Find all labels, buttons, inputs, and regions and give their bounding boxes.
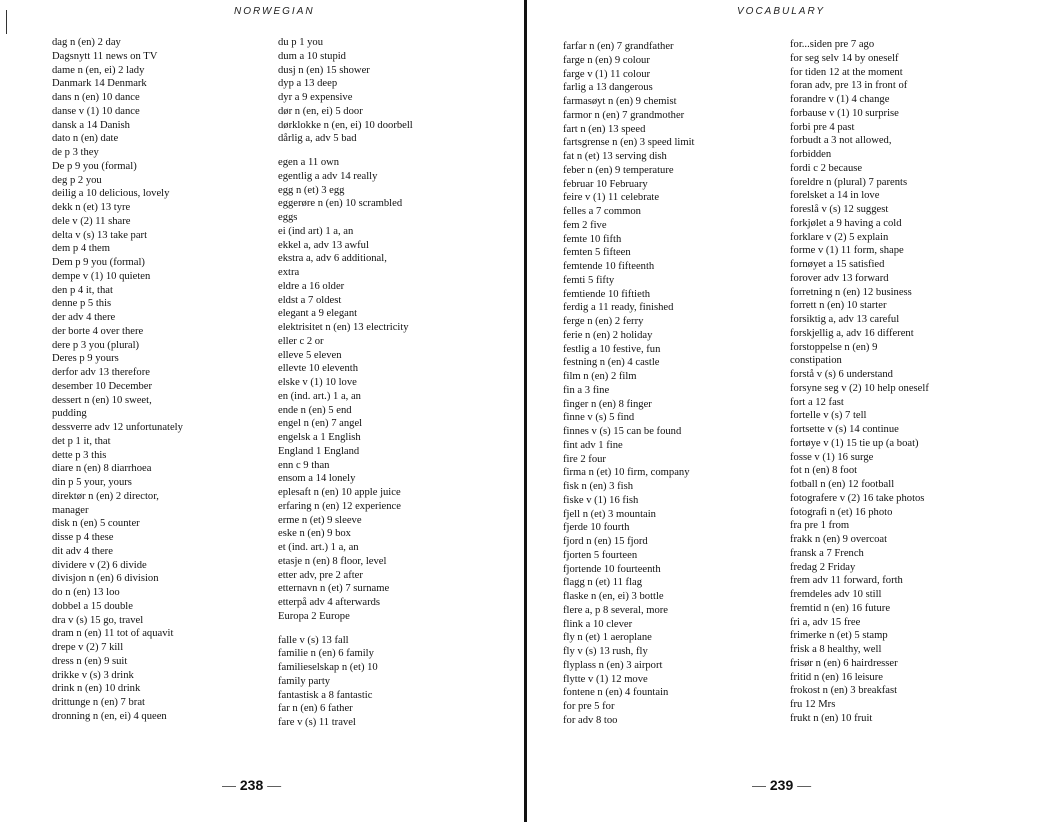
- vocab-entry: flink a 10 clever: [563, 618, 633, 630]
- vocab-entry: Dagsnytt 11 news on TV: [52, 50, 158, 62]
- vocab-entry: fly n (et) 1 aeroplane: [563, 632, 652, 644]
- vocab-entry: fredag 2 Friday: [790, 561, 856, 573]
- vocab-entry: falle v (s) 13 fall: [278, 634, 349, 646]
- vocab-entry: festlig a 10 festive, fun: [563, 343, 661, 355]
- vocab-entry: eldst a 7 oldest: [278, 294, 342, 306]
- vocab-entry: eggs: [278, 212, 298, 223]
- vocab-entry: dra v (s) 15 go, travel: [52, 614, 144, 626]
- vocab-entry: finger n (en) 8 finger: [563, 398, 652, 410]
- vocab-entry: dans n (en) 10 dance: [52, 92, 140, 103]
- vocab-entry: farge n (en) 9 colour: [563, 54, 650, 66]
- vocab-entry: femti 5 fifty: [563, 274, 615, 286]
- vocab-entry: dem p 4 them: [52, 243, 110, 255]
- vocab-entry: forelsket a 14 in love: [790, 190, 880, 202]
- vocab-entry: dram n (en) 11 tot of aquavit: [52, 628, 174, 640]
- vocab-entry: fotografi n (et) 16 photo: [790, 506, 893, 518]
- vocab-entry: femte 10 fifth: [563, 233, 622, 245]
- vocab-entry: frimerke n (et) 5 stamp: [790, 630, 888, 642]
- vocab-entry: direktør n (en) 2 director,: [52, 490, 159, 502]
- vocab-entry: frisk a 8 healthy, well: [790, 644, 882, 655]
- vocab-entry: for pre 5 for: [563, 701, 615, 712]
- vocab-entry: fort a 12 fast: [790, 396, 844, 408]
- vocab-group-d: [278, 36, 478, 146]
- vocab-entry: dere p 3 you (plural): [52, 339, 140, 351]
- vocab-entry: elske v (1) 10 love: [278, 377, 357, 388]
- vocab-entry: fisk n (en) 3 fish: [563, 481, 634, 492]
- vocab-entry: dør n (en, ei) 5 door: [278, 105, 363, 117]
- vocab-entry: frukt n (en) 10 fruit: [790, 712, 873, 724]
- page-number-dash: —: [797, 777, 812, 793]
- vocab-entry: den p 4 it, that: [52, 284, 113, 296]
- vocab-entry: flyplass n (en) 3 airport: [563, 659, 663, 671]
- vocab-entry: drikke v (s) 3 drink: [52, 669, 134, 681]
- vocab-entry: forover adv 13 forward: [790, 272, 889, 284]
- vocab-entry: ferge n (en) 2 ferry: [563, 316, 644, 327]
- vocab-entry: danse v (1) 10 dance: [52, 105, 140, 117]
- vocab-entry: engelsk a 1 English: [278, 432, 361, 443]
- vocab-entry: foran adv, pre 13 in front of: [790, 80, 908, 92]
- vocab-entry: egg n (et) 3 egg: [278, 184, 345, 196]
- vocab-entry: forrett n (en) 10 starter: [790, 300, 887, 312]
- vocab-entry: forkjølet a 9 having a cold: [790, 217, 902, 229]
- vocab-entry: forstå v (s) 6 understand: [790, 369, 893, 380]
- vocab-entry: dette p 3 this: [52, 449, 107, 461]
- vocab-entry: manager: [52, 504, 89, 516]
- vocab-entry: forsyne seg v (2) 10 help oneself: [790, 382, 929, 394]
- vocab-entry: dyp a 13 deep: [278, 78, 338, 90]
- vocab-entry: do n (en) 13 loo: [52, 587, 120, 598]
- page-number-dash: —: [267, 777, 282, 793]
- vocab-entry: dansk a 14 Danish: [52, 119, 130, 131]
- vocab-entry: finnes v (s) 15 can be found: [563, 426, 682, 437]
- vocab-entry: dato n (en) date: [52, 133, 119, 145]
- vocab-entry: fra pre 1 from: [790, 520, 850, 532]
- running-header-left: NORWEGIAN: [234, 6, 315, 17]
- vocab-entry: dessverre adv 12 unfortunately: [52, 422, 183, 433]
- vocab-entry: fot n (en) 8 foot: [790, 465, 858, 477]
- vocab-entry: eller c 2 or: [278, 335, 324, 347]
- vocab-entry: fontene n (en) 4 fountain: [563, 687, 669, 699]
- vocab-entry: et (ind. art.) 1 a, an: [278, 542, 359, 553]
- vocab-entry: elleve 5 eleven: [278, 349, 342, 361]
- vocab-entry: etternavn n (et) 7 surname: [278, 583, 390, 595]
- vocab-entry: femtende 10 fifteenth: [563, 261, 655, 272]
- vocab-entry: dag n (en) 2 day: [52, 37, 121, 48]
- vocab-entry: enn c 9 than: [278, 459, 330, 471]
- vocab-entry: forstoppelse n (en) 9: [790, 341, 878, 353]
- vocab-entry: denne p 5 this: [52, 298, 112, 310]
- vocab-group-e: [278, 156, 478, 624]
- vocab-entry: film n (en) 2 film: [563, 371, 637, 382]
- vocab-entry: foreldre n (plural) 7 parents: [790, 176, 908, 188]
- vocab-entry: dekk n (et) 13 tyre: [52, 202, 131, 213]
- page-number-dash: —: [222, 777, 236, 793]
- vocab-entry: familie n (en) 6 family: [278, 648, 374, 660]
- vocab-entry: drepe v (2) 7 kill: [52, 642, 124, 653]
- vocab-entry: Europa 2 Europe: [278, 610, 350, 622]
- vocab-entry: ferie n (en) 2 holiday: [563, 329, 653, 341]
- vocab-entry: finne v (s) 5 find: [563, 412, 635, 424]
- vocab-entry: etter adv, pre 2 after: [278, 569, 363, 581]
- page-number-value: 238: [239, 777, 264, 793]
- vocab-entry: eldre a 16 older: [278, 280, 345, 292]
- vocab-entry: engel n (en) 7 angel: [278, 418, 363, 430]
- vocab-entry: dørklokke n (en, ei) 10 doorbell: [278, 119, 413, 131]
- running-header-right: VOCABULARY: [737, 6, 825, 17]
- vocab-entry: felles a 7 common: [563, 206, 641, 217]
- vocab-entry: forbi pre 4 past: [790, 121, 855, 133]
- section-gap: [278, 146, 478, 156]
- vocab-entry: en (ind. art.) 1 a, an: [278, 390, 361, 402]
- vocab-entry: dum a 10 stupid: [278, 50, 346, 62]
- vocab-entry: forklare v (2) 5 explain: [790, 231, 889, 243]
- vocab-entry: eplesaft n (en) 10 apple juice: [278, 487, 401, 498]
- vocab-entry: fire 2 four: [563, 453, 606, 465]
- vocab-entry: frokost n (en) 3 breakfast: [790, 685, 898, 697]
- vocab-entry: fantastisk a 8 fantastic: [278, 689, 373, 701]
- vocab-entry: frisør n (en) 6 hairdresser: [790, 657, 898, 669]
- vocab-entry: diare n (en) 8 diarrhoea: [52, 463, 152, 475]
- vocab-entry: forbidden: [790, 149, 832, 160]
- vocab-entry: fortelle v (s) 7 tell: [790, 410, 867, 422]
- page-number-right: [752, 777, 811, 793]
- vocab-entry: disk n (en) 5 counter: [52, 518, 140, 530]
- vocab-entry: far n (en) 6 father: [278, 703, 353, 715]
- vocab-entry: fare v (s) 11 travel: [278, 717, 356, 728]
- vocab-entry: Dem p 9 you (formal): [52, 257, 145, 268]
- vocab-entry: pudding: [52, 408, 87, 420]
- vocab-entry: firma n (et) 10 firm, company: [563, 467, 690, 479]
- vocab-entry: fiske v (1) 16 fish: [563, 494, 639, 506]
- vocab-entry: familieselskap n (et) 10: [278, 662, 378, 673]
- vocab-entry: februar 10 February: [563, 178, 648, 190]
- vocab-entry: dusj n (en) 15 shower: [278, 64, 370, 76]
- vocab-entry: Deres p 9 yours: [52, 353, 119, 365]
- vocab-entry: femten 5 fifteen: [563, 247, 631, 259]
- vocab-entry: ferdig a 11 ready, finished: [563, 302, 674, 314]
- vocab-entry: flere a, p 8 several, more: [563, 604, 669, 616]
- vocab-entry: etterpå adv 4 afterwards: [278, 597, 381, 608]
- vocab-entry: eske n (en) 9 box: [278, 528, 351, 540]
- vocab-entry: de p 3 they: [52, 147, 99, 158]
- vocab-entry: forretning n (en) 12 business: [790, 286, 912, 298]
- vocab-entry: forsiktig a, adv 13 careful: [790, 314, 900, 325]
- vocab-entry: forandre v (1) 4 change: [790, 94, 890, 105]
- vocab-entry: ei (ind art) 1 a, an: [278, 225, 354, 237]
- vocab-group-f: [278, 634, 478, 730]
- vocab-entry: frakk n (en) 9 overcoat: [790, 534, 888, 545]
- vocab-entry: fart n (en) 13 speed: [563, 123, 646, 135]
- vocab-column-1: [52, 36, 230, 724]
- vocab-entry: feire v (1) 11 celebrate: [563, 192, 660, 204]
- vocab-entry: for tiden 12 at the moment: [790, 66, 903, 78]
- vocab-entry: der adv 4 there: [52, 312, 116, 323]
- vocab-entry: farfar n (en) 7 grandfather: [563, 41, 674, 52]
- vocab-entry: fjortende 10 fourteenth: [563, 563, 661, 575]
- vocab-entry: dame n (en, ei) 2 lady: [52, 64, 145, 76]
- page-number-value: 239: [769, 777, 794, 793]
- vocab-entry: fortøye v (1) 15 tie up (a boat): [790, 437, 919, 449]
- vocab-entry: Danmark 14 Denmark: [52, 78, 147, 90]
- vocab-entry: fjerde 10 fourth: [563, 522, 630, 534]
- vocab-entry: ende n (en) 5 end: [278, 404, 352, 416]
- vocab-entry: dempe v (1) 10 quieten: [52, 270, 151, 282]
- vocab-entry: dit adv 4 there: [52, 545, 113, 557]
- vocab-entry: forbudt a 3 not allowed,: [790, 135, 892, 147]
- vocab-entry: fartsgrense n (en) 3 speed limit: [563, 137, 695, 149]
- vocab-entry: dronning n (en, ei) 4 queen: [52, 710, 167, 722]
- vocab-entry: ekkel a, adv 13 awful: [278, 239, 369, 251]
- vocab-entry: dress n (en) 9 suit: [52, 655, 128, 667]
- vocab-entry: du p 1 you: [278, 37, 324, 48]
- vocab-entry: fortsette v (s) 14 continue: [790, 424, 899, 435]
- vocab-entry: erme n (et) 9 sleeve: [278, 514, 362, 526]
- vocab-entry: fritid n (en) 16 leisure: [790, 671, 883, 683]
- vocab-entry: deilig a 10 delicious, lovely: [52, 188, 170, 200]
- section-gap: [278, 624, 478, 634]
- vocab-entry: flytte v (1) 12 move: [563, 673, 648, 685]
- vocab-entry: dele v (2) 11 share: [52, 215, 131, 227]
- vocab-entry: drittunge n (en) 7 brat: [52, 697, 145, 708]
- vocab-entry: der borte 4 over there: [52, 325, 144, 337]
- vocab-entry: eggerøre n (en) 10 scrambled: [278, 198, 403, 210]
- vocab-entry: constipation: [790, 355, 842, 367]
- vocab-entry: etasje n (en) 8 floor, level: [278, 555, 387, 567]
- vocab-entry: fordi c 2 because: [790, 162, 863, 174]
- vocab-entry: fjorten 5 fourteen: [563, 549, 638, 561]
- vocab-entry: fremdeles adv 10 still: [790, 589, 882, 600]
- vocab-entry: delta v (s) 13 take part: [52, 229, 148, 241]
- vocab-entry: forskjellig a, adv 16 different: [790, 327, 914, 339]
- vocab-entry: dessert n (en) 10 sweet,: [52, 394, 152, 406]
- page-number-left: [222, 777, 281, 793]
- book-spine: [524, 0, 527, 822]
- vocab-entry: frem adv 11 forward, forth: [790, 575, 903, 587]
- vocab-entry: farmasøyt n (en) 9 chemist: [563, 96, 677, 107]
- vocab-entry: ekstra a, adv 6 additional,: [278, 253, 387, 265]
- vocab-entry: divisjon n (en) 6 division: [52, 573, 159, 585]
- vocab-entry: dårlig a, adv 5 bad: [278, 133, 357, 145]
- vocab-entry: De p 9 you (formal): [52, 160, 137, 172]
- vocab-entry: forme v (1) 11 form, shape: [790, 245, 904, 257]
- page-edge-mark: [6, 10, 7, 34]
- vocab-entry: fly v (s) 13 rush, fly: [563, 646, 648, 657]
- vocab-entry: fotografere v (2) 16 take photos: [790, 492, 925, 504]
- vocab-entry: det p 1 it, that: [52, 435, 111, 447]
- vocab-entry: deg p 2 you: [52, 174, 102, 186]
- vocab-entry: fotball n (en) 12 football: [790, 479, 895, 490]
- vocab-entry: festning n (en) 4 castle: [563, 357, 660, 369]
- vocab-entry: dividere v (2) 6 divide: [52, 559, 147, 571]
- vocab-entry: fremtid n (en) 16 future: [790, 602, 891, 614]
- vocab-entry: fosse v (1) 16 surge: [790, 451, 874, 463]
- vocab-entry: for seg selv 14 by oneself: [790, 52, 899, 64]
- page-number-dash: —: [752, 777, 766, 793]
- vocab-entry: dobbel a 15 double: [52, 600, 133, 612]
- vocab-entry: egen a 11 own: [278, 157, 340, 168]
- vocab-entry: family party: [278, 675, 331, 687]
- vocab-entry: for adv 8 too: [563, 714, 618, 726]
- vocab-entry: flaske n (en, ei) 3 bottle: [563, 591, 664, 602]
- vocab-entry: desember 10 December: [52, 380, 153, 392]
- vocab-entry: foreslå v (s) 12 suggest: [790, 204, 889, 215]
- vocab-column-2: [278, 36, 478, 730]
- vocab-entry: egentlig a adv 14 really: [278, 170, 378, 182]
- vocab-entry: farge v (1) 11 colour: [563, 68, 651, 80]
- vocab-entry: derfor adv 13 therefore: [52, 367, 150, 378]
- vocab-entry: for...siden pre 7 ago: [790, 39, 875, 50]
- vocab-entry: elegant a 9 elegant: [278, 308, 358, 320]
- vocab-entry: fri a, adv 15 free: [790, 616, 861, 628]
- vocab-entry: fru 12 Mrs: [790, 699, 836, 710]
- vocab-entry: fin a 3 fine: [563, 384, 610, 396]
- vocab-entry: dyr a 9 expensive: [278, 92, 353, 103]
- vocab-entry: ensom a 14 lonely: [278, 473, 356, 485]
- vocab-entry: erfaring n (en) 12 experience: [278, 500, 401, 512]
- vocab-entry: fat n (et) 13 serving dish: [563, 151, 667, 162]
- vocab-entry: din p 5 your, yours: [52, 477, 132, 488]
- vocab-entry: ellevte 10 eleventh: [278, 363, 359, 375]
- vocab-entry: fint adv 1 fine: [563, 439, 623, 451]
- vocab-entry: farlig a 13 dangerous: [563, 82, 653, 94]
- vocab-entry: fjell n (et) 3 mountain: [563, 508, 656, 520]
- vocab-column-4: [790, 38, 990, 726]
- vocab-column-3: [563, 40, 763, 728]
- vocab-entry: elektrisitet n (en) 13 electricity: [278, 322, 409, 333]
- vocab-entry: feber n (en) 9 temperature: [563, 164, 674, 176]
- vocab-entry: extra: [278, 267, 300, 278]
- vocab-entry: fransk a 7 French: [790, 547, 864, 559]
- vocab-entry: femtiende 10 fiftieth: [563, 288, 651, 300]
- vocab-entry: England 1 England: [278, 445, 360, 457]
- vocab-entry: drink n (en) 10 drink: [52, 683, 141, 695]
- vocab-entry: flagg n (et) 11 flag: [563, 577, 643, 589]
- vocab-entry: fjord n (en) 15 fjord: [563, 536, 648, 547]
- vocab-entry: fem 2 five: [563, 219, 607, 231]
- vocab-entry: disse p 4 these: [52, 532, 114, 543]
- vocab-entry: farmor n (en) 7 grandmother: [563, 109, 685, 121]
- vocab-entry: forbause v (1) 10 surprise: [790, 107, 899, 119]
- vocab-entry: fornøyet a 15 satisfied: [790, 259, 885, 270]
